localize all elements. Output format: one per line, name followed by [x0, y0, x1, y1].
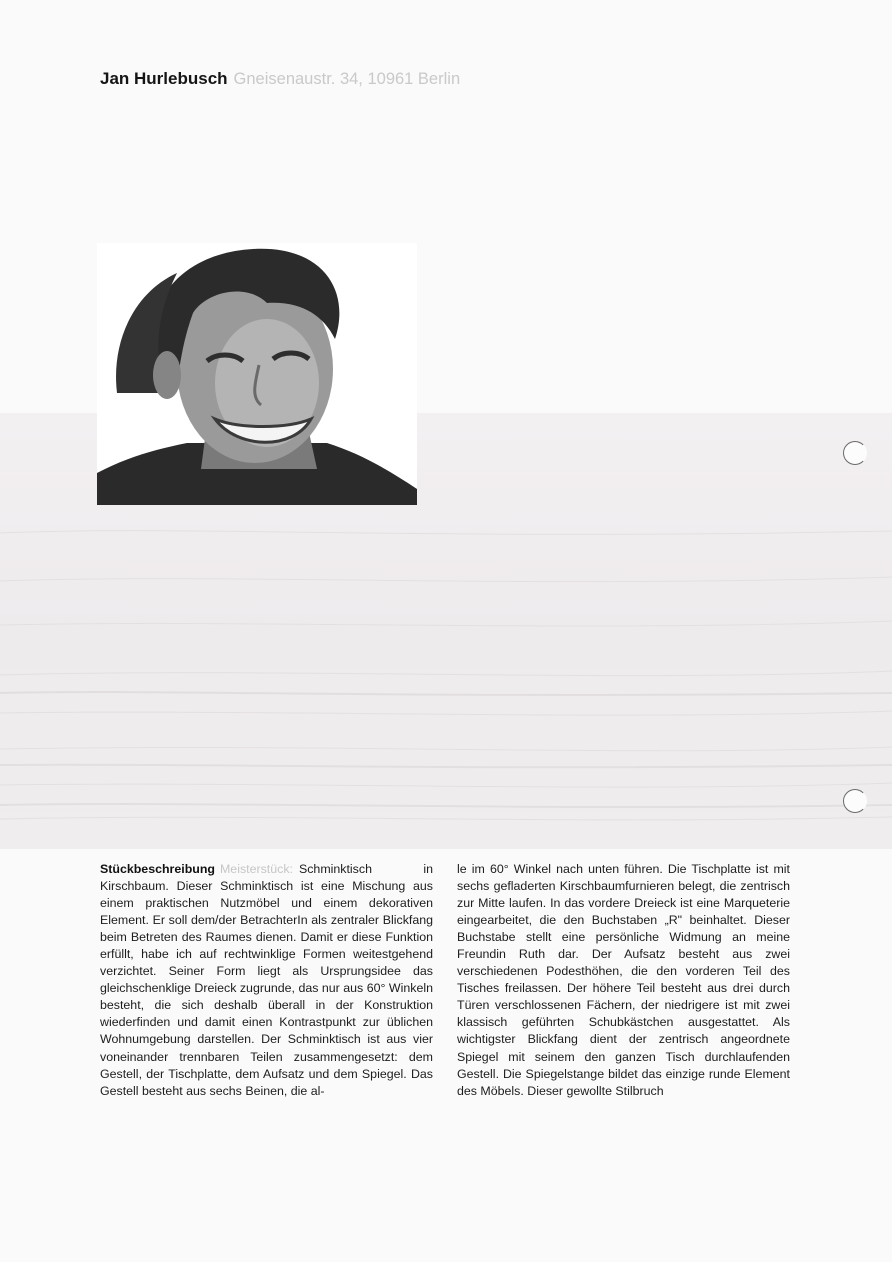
portrait-photo	[97, 243, 417, 505]
header	[100, 68, 460, 90]
section-heading: Stückbeschreibung	[100, 862, 215, 876]
author-address: Gneisenaustr. 34, 10961 Berlin	[233, 70, 461, 88]
punch-hole-bottom	[843, 789, 867, 813]
author-name: Jan Hurlebusch	[100, 69, 228, 88]
article-column-2	[457, 861, 790, 1100]
column-2-text: le im 60° Winkel nach unten führen. Die Tischplatte ist mit sechs gefladerten Kirschbaumfurnieren belegt, die zentrisch zur Mitte laufen. In das vordere Dreieck ist eine Marqueterie eingearbeitet, die den Buchstaben „R" beinhaltet. Dieser Buchstabe stellt eine persönliche Widmung an meine Freundin Ruth dar. Der Aufsatz besteht aus zwei verschiedenen Podesthöhen, die den vorderen Teil des Tisches freilassen. Der höhere Teil besteht aus drei durch Türen verschlossenen Fächern, der niedrigere ist mit zwei klassisch geführten Schubkästchen ausgestattet. Als wichtigster Blickfang dient der zentrisch angeordnete Spiegel mit seinem den ganzen Tisch durchlaufenden Gestell. Die Spiegelstange bildet das einzige runde Element des Möbels. Dieser gewollte Stilbruch	[457, 862, 790, 1098]
article-column-1	[100, 861, 433, 1100]
punch-hole-top	[843, 441, 867, 465]
section-subheading: Meisterstück:	[219, 862, 293, 876]
column-1-text: Schminktisch in Kirschbaum. Dieser Schminktisch ist eine Mischung aus einem praktischen Nutzmöbel und einem dekorativen Element. Er soll dem/der BetrachterIn als zentraler Blickfang beim Betreten des Raumes dienen. Damit er diese Funktion erfüllt, habe ich auf rechtwinklige Formen weitestgehend verzichtet. Seiner Form liegt als Ursprungsidee das gleichschenklige Dreieck zugrunde, das nur aus 60° Winkeln besteht, die sich deshalb überall in der Konstruktion wiederfinden und damit einen Kontrastpunkt zur üblichen Wohnumgebung darstellen. Der Schminktisch ist aus vier voneinander trennbaren Teilen zusammengesetzt: dem Gestell, der Tischplatte, dem Aufsatz und dem Spiegel. Das Gestell besteht aus sechs Beinen, die al-	[100, 862, 433, 1098]
